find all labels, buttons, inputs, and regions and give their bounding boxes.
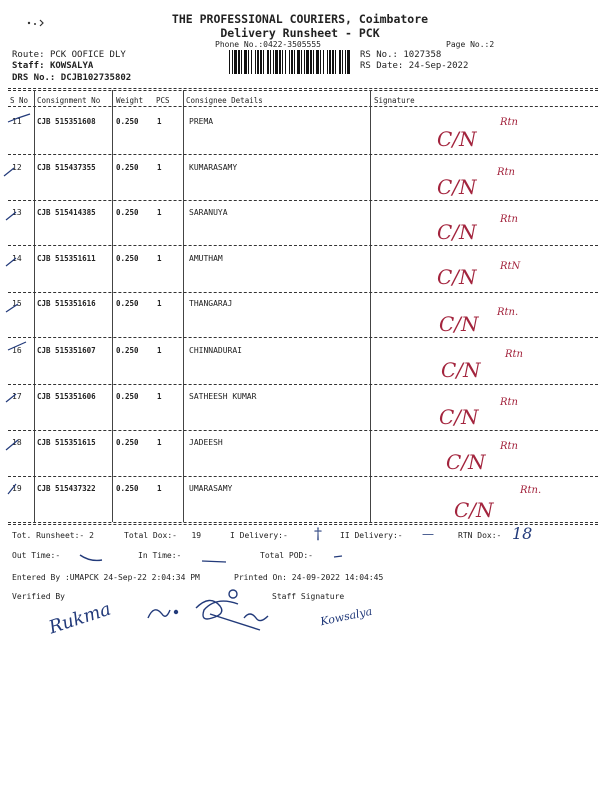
row-signature-rtn: Rtn. [497, 307, 519, 318]
barcode-bar [294, 50, 295, 74]
table-top-rule [8, 88, 598, 89]
row-rule [8, 292, 598, 293]
barcode-bar [323, 50, 324, 74]
check-mark-icon [8, 342, 26, 350]
barcode-bar [244, 50, 247, 74]
i-delivery: I Delivery:- [230, 531, 288, 540]
barcode-bar [310, 50, 312, 74]
row-consignee: SATHEESH KUMAR [189, 392, 257, 401]
barcode-bar [306, 50, 309, 74]
row-signature-rtn: Rtn [500, 441, 518, 452]
row-rule [8, 430, 598, 431]
row-pcs: 1 [157, 438, 162, 447]
row-consignment: CJB 515351615 [37, 438, 96, 447]
row-consignment: CJB 515351607 [37, 346, 96, 355]
barcode-bar [320, 50, 321, 74]
row-rule [8, 245, 598, 246]
row-sno: 12 [12, 163, 22, 172]
row-consignee: JADEESH [189, 438, 223, 447]
row-weight: 0.250 [116, 484, 139, 493]
row-consignee: PREMA [189, 117, 214, 126]
barcode-bar [285, 50, 286, 74]
barcode-bar [291, 50, 293, 74]
runsheet-subtitle: Delivery Runsheet - PCK [220, 26, 380, 40]
check-mark-icon [6, 304, 18, 312]
row-signature-cn: C/N [439, 405, 479, 429]
out-time-mark [78, 552, 108, 564]
check-mark-icon [6, 212, 16, 220]
page-number: Page No.:2 [446, 40, 495, 49]
barcode-bar [345, 50, 346, 74]
row-weight: 0.250 [116, 438, 139, 447]
check-mark-icon [8, 114, 30, 122]
barcode-bar [347, 50, 350, 74]
barcode-bar [241, 50, 242, 74]
barcode-bar [297, 50, 300, 74]
table-top-rule-2 [8, 90, 598, 91]
barcode-bar [270, 50, 271, 74]
row-pcs: 1 [157, 299, 162, 308]
i-delivery-mark: † [314, 524, 322, 543]
barcode-bar [332, 50, 334, 74]
total-pod-mark [332, 552, 348, 562]
check-mark-icon [8, 484, 16, 494]
row-weight: 0.250 [116, 208, 139, 217]
barcode-bar [335, 50, 336, 74]
barcode-bar [329, 50, 331, 74]
row-signature-cn: C/N [437, 220, 477, 244]
row-rule [8, 154, 598, 155]
entered-by: Entered By :UMAPCK 24-Sep-22 2:04:34 PM [12, 573, 200, 582]
totals-top-rule [8, 522, 598, 523]
tick-marks [0, 110, 40, 530]
row-signature-cn: C/N [437, 265, 477, 289]
column-header-pcs: PCS [156, 96, 170, 105]
staff-signature-scrawl-icon [140, 588, 290, 634]
check-mark-icon [6, 258, 16, 266]
staff-signature-label: Staff Signature [272, 592, 345, 601]
barcode-bar [273, 50, 274, 74]
row-sno: 14 [12, 254, 22, 263]
row-signature-cn: C/N [454, 498, 494, 522]
barcode-bar [327, 50, 328, 74]
row-sno: 15 [12, 299, 22, 308]
verified-by-label: Verified By [12, 592, 65, 601]
row-signature-cn: C/N [439, 312, 479, 336]
check-mark-icon [6, 440, 18, 450]
printed-on: Printed On: 24-09-2022 14:04:45 [234, 573, 384, 582]
row-consignment: CJB 515351608 [37, 117, 96, 126]
total-pod: Total POD:- [260, 551, 313, 560]
row-pcs: 1 [157, 117, 162, 126]
barcode-bar [260, 50, 262, 74]
row-weight: 0.250 [116, 254, 139, 263]
barcode-bar [255, 50, 256, 74]
barcode-bar [313, 50, 314, 74]
row-sno: 16 [12, 346, 22, 355]
row-consignment: CJB 515351611 [37, 254, 96, 263]
check-mark-icon [4, 168, 14, 176]
column-header-consignee: Consignee Details [186, 96, 263, 105]
drs-field: DRS No.: DCJB102735802 [12, 73, 132, 83]
total-dox: Total Dox:- 19 [124, 531, 202, 540]
column-header-sno: S No [10, 96, 29, 105]
barcode-bar [339, 50, 341, 74]
barcode-bar [316, 50, 319, 74]
row-signature-rtn: Rtn [500, 397, 518, 408]
column-header-weight: Weight [116, 96, 144, 105]
row-signature-cn: C/N [437, 175, 477, 199]
tot-runsheet: Tot. Runsheet:- 2 [12, 531, 94, 540]
row-signature-cn: C/N [446, 450, 486, 474]
row-consignment: CJB 515414385 [37, 208, 96, 217]
barcode-bar [229, 50, 230, 74]
barcode-bar [232, 50, 233, 74]
row-consignee: CHINNADURAI [189, 346, 242, 355]
row-consignment: CJB 515437322 [37, 484, 96, 493]
ii-delivery: II Delivery:- [340, 531, 403, 540]
row-rule [8, 200, 598, 201]
ii-delivery-mark: — [422, 527, 434, 541]
row-consignment: CJB 515437355 [37, 163, 96, 172]
barcode-bar [248, 50, 249, 74]
row-weight: 0.250 [116, 346, 139, 355]
row-consignment: CJB 515351606 [37, 392, 96, 401]
row-consignee: AMUTHAM [189, 254, 223, 263]
row-signature-cn: C/N [437, 127, 477, 151]
rs-number-field: RS No.: 1027358 [360, 50, 442, 60]
row-rule [8, 337, 598, 338]
row-consignment: CJB 515351616 [37, 299, 96, 308]
row-sno: 13 [12, 208, 22, 217]
row-signature-rtn: Rtn [497, 167, 515, 178]
column-header-consignment: Consignment No [37, 96, 101, 105]
row-pcs: 1 [157, 392, 162, 401]
barcode-bar [301, 50, 302, 74]
rs-date-field: RS Date: 24-Sep-2022 [360, 61, 469, 71]
barcode-bar [234, 50, 237, 74]
row-consignee: THANGARAJ [189, 299, 233, 308]
header-bottom-rule [8, 106, 598, 107]
check-mark-icon [6, 394, 16, 402]
row-signature-rtn: RtN [500, 261, 521, 272]
barcode-bar [282, 50, 283, 74]
barcode-bar [304, 50, 305, 74]
staff-signature: Kowsalya [319, 604, 374, 629]
barcode-bar [267, 50, 269, 74]
row-weight: 0.250 [116, 392, 139, 401]
phone-number: Phone No.:0422-3505555 [215, 40, 321, 49]
rtn-dox: RTN Dox:- [458, 531, 502, 540]
barcode-bar [263, 50, 264, 74]
row-sno: 18 [12, 438, 22, 447]
row-consignee: UMARASAMY [189, 484, 233, 493]
row-signature-rtn: Rtn [500, 214, 518, 225]
totals-top-rule-2 [8, 524, 598, 525]
company-title: THE PROFESSIONAL COURIERS, Coimbatore [171, 12, 429, 26]
row-sno: 17 [12, 392, 22, 401]
row-signature-cn: C/N [441, 358, 481, 382]
verifier-signature: Rukma [46, 598, 114, 639]
row-weight: 0.250 [116, 299, 139, 308]
row-weight: 0.250 [116, 163, 139, 172]
row-pcs: 1 [157, 208, 162, 217]
barcode-bar [238, 50, 240, 74]
in-time-mark [200, 555, 230, 565]
out-time: Out Time:- [12, 551, 61, 560]
row-pcs: 1 [157, 346, 162, 355]
row-pcs: 1 [157, 254, 162, 263]
barcode-bar [342, 50, 343, 74]
row-consignee: SARANUYA [189, 208, 228, 217]
barcode-bar [279, 50, 281, 74]
barcode-bar [289, 50, 290, 74]
barcode-icon [228, 50, 350, 74]
route-field: Route: PCK OOFICE DLY [12, 50, 126, 60]
barcode-bar [251, 50, 252, 74]
row-signature-rtn: Rtn [500, 117, 518, 128]
in-time: In Time:- [138, 551, 182, 560]
barcode-bar [275, 50, 278, 74]
row-rule [8, 384, 598, 385]
barcode-bar [257, 50, 259, 74]
row-sno: 11 [12, 117, 22, 126]
row-pcs: 1 [157, 163, 162, 172]
row-pcs: 1 [157, 484, 162, 493]
row-rule [8, 476, 598, 477]
staff-field: Staff: KOWSALYA [12, 61, 94, 71]
row-signature-rtn: Rtn. [520, 485, 542, 496]
row-sno: 19 [12, 484, 22, 493]
row-consignee: KUMARASAMY [189, 163, 238, 172]
row-signature-rtn: Rtn [505, 349, 523, 360]
column-header-signature: Signature [374, 96, 415, 105]
rtn-dox-value: 18 [512, 524, 533, 543]
row-weight: 0.250 [116, 117, 139, 126]
